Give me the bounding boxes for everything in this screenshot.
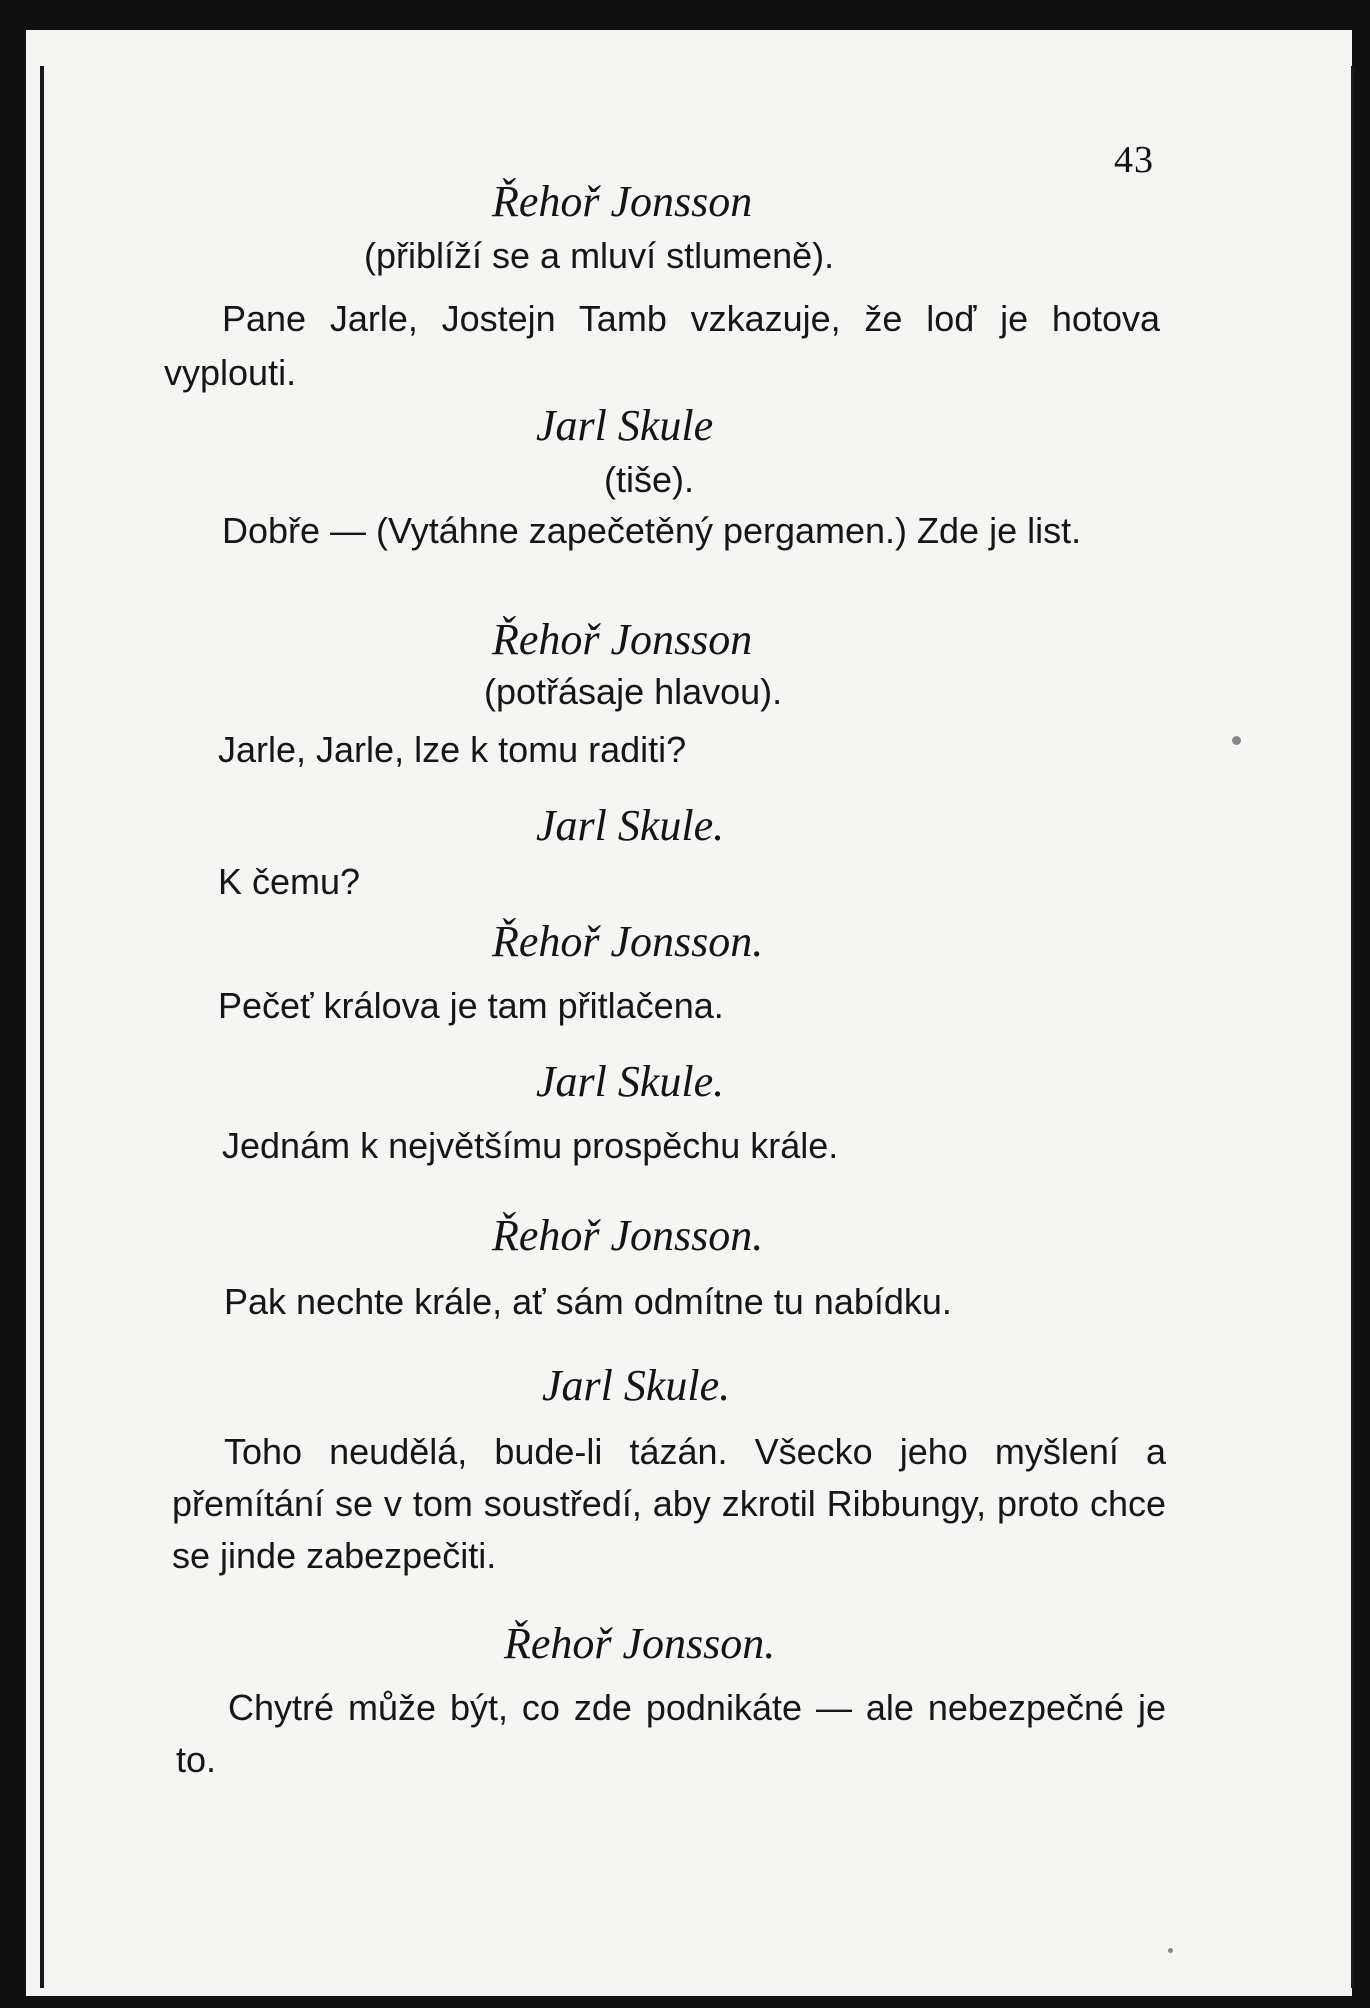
speech-line: Pečeť králova je tam přitlačena. — [218, 985, 724, 1026]
speaker-rehor-jonsson: Řehoř Jonsson — [492, 177, 753, 226]
speech-paragraph: Pane Jarle, Jostejn Tamb vzkazuje, že loď je hotova vyplouti. — [164, 298, 1160, 393]
paper-sheet — [26, 30, 1352, 1996]
speaker-jarl-skule: Jarl Skule. — [542, 1361, 731, 1410]
speech-paragraph: Dobře — (Vytáhne zapečetěný pergamen.) Zde je list. — [222, 510, 1082, 551]
speech-line: K čemu? — [218, 861, 361, 902]
speaker-rehor-jonsson: Řehoř Jonsson. — [492, 917, 764, 966]
stage-direction: (tiše). — [604, 459, 694, 500]
stage-direction: (přiblíží se a mluví stlumeně). — [364, 235, 835, 276]
speaker-jarl-skule: Jarl Skule — [536, 401, 714, 450]
speaker-rehor-jonsson: Řehoř Jonsson — [492, 615, 753, 664]
speaker-rehor-jonsson: Řehoř Jonsson. — [504, 1619, 776, 1668]
speech-paragraph: Toho neudělá, bude-li tázán. Všecko jeho myšlení a přemítání se v tom soustředí, aby zkrotil Ribbungy, proto chce se jinde zabezpečiti. — [172, 1431, 1166, 1576]
paper-speck — [1168, 1948, 1173, 1953]
left-binding-edge — [40, 66, 44, 1988]
page-number: 43 — [1114, 139, 1154, 181]
speech-line: Jarle, Jarle, lze k tomu raditi? — [218, 729, 687, 770]
stage-direction: (potřásaje hlavou). — [484, 671, 783, 712]
speaker-jarl-skule: Jarl Skule. — [536, 801, 725, 850]
right-page-edge — [1351, 66, 1354, 1988]
speech-line: Jednám k největšímu prospěchu krále. — [222, 1125, 839, 1166]
speaker-jarl-skule: Jarl Skule. — [536, 1057, 725, 1106]
paper-speck — [1232, 736, 1241, 745]
speech-line: Pak nechte krále, ať sám odmítne tu nabídku. — [224, 1281, 952, 1322]
speech-paragraph: Chytré může být, co zde podnikáte — ale nebezpečné je to. — [176, 1687, 1166, 1780]
speaker-rehor-jonsson: Řehoř Jonsson. — [492, 1211, 764, 1260]
